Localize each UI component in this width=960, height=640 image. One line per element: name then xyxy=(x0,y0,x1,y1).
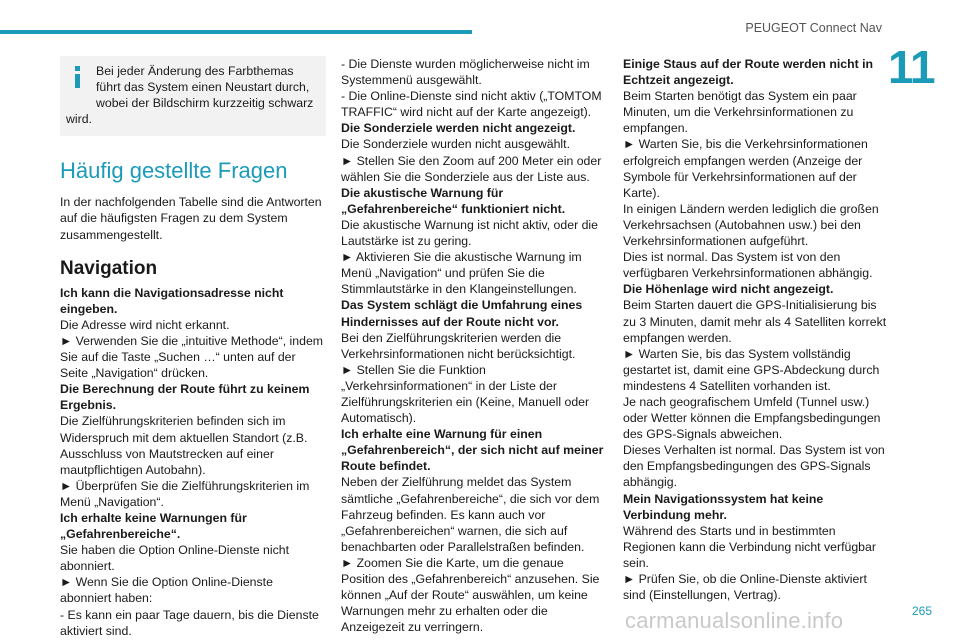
info-box xyxy=(60,56,326,136)
answer: - Die Online-Dienste sind nicht aktiv („TOMTOM TRAFFIC“ wird nicht auf der Karte angezeigt). xyxy=(341,89,602,120)
question: Die Berechnung der Route führt zu keinem Ergebnis. xyxy=(60,382,310,413)
answer: - Die Dienste wurden möglicherweise nicht im Systemmenü ausgewählt. xyxy=(341,57,590,88)
question: Das System schlägt die Umfahrung eines Hindernisses auf der Route nicht vor. xyxy=(341,298,583,329)
question: Die Sonderziele werden nicht angezeigt. xyxy=(341,121,576,136)
answer: Dies ist normal. Das System ist von den verfügbaren Verkehrsinformationen abhängig. xyxy=(623,250,873,281)
info-text: Bei jeder Änderung des Farbthemas führt das System einen Neustart durch, wobei der Bildschirm kurzzeitig schwarz wird. xyxy=(66,64,314,127)
answer: - Es kann ein paar Tage dauern, bis die Dienste aktiviert sind. xyxy=(60,607,319,638)
column-1 xyxy=(60,56,326,639)
answer: In einigen Ländern werden lediglich die großen Verkehrsachsen (Autobahnen usw.) bei den Verkehrsinformationen aufgeführt. xyxy=(623,201,879,249)
question: Die Höhenlage wird nicht angezeigt. xyxy=(623,282,834,297)
page-number: 265 xyxy=(911,604,932,618)
question: Ich erhalte keine Warnungen für „Gefahrenbereiche“. xyxy=(60,510,247,542)
answer: Beim Starten dauert die GPS-Initialisierung bis zu 3 Minuten, damit mehr als 4 Satelliten korrekt empfangen werden. xyxy=(623,298,887,345)
answer: Sie haben die Option Online-Dienste nicht abonniert. xyxy=(60,543,289,574)
answer: Beim Starten benötigt das System ein paar Minuten, um die Verkehrsinformationen zu empfangen. xyxy=(623,89,857,136)
answer: Neben der Zielführung meldet das System sämtliche „Gefahrenbereiche“, die sich vor dem Fahrzeug befinden. Es kann auch vor „Gefahrenbereichen“ warnen, die sich auf benachbarten oder Parallelstraßen befinden. xyxy=(341,475,600,554)
faq-intro: In der nachfolgenden Tabelle sind die Antworten auf die häufigsten Fragen zu dem System zusammengestellt. xyxy=(60,195,322,242)
column-3 xyxy=(623,56,891,603)
answer: Die Adresse wird nicht erkannt. xyxy=(60,317,230,332)
solution: ► Warten Sie, bis die Verkehrsinformationen erfolgreich empfangen werden (Anzeige der Symbole für Verkehrsinformationen auf der Karte). xyxy=(623,137,868,200)
question: Die akustische Warnung für „Gefahrenbereiche“ funktioniert nicht. xyxy=(341,185,566,216)
watermark: carmanualsonline.info xyxy=(625,608,844,633)
solution: ► Überprüfen Sie die Zielführungskriterien im Menü „Navigation“. xyxy=(60,478,310,509)
solution: ► Verwenden Sie die „intuitive Methode“, indem Sie auf die Taste „Suchen …“ unten auf der Seite „Navigation“ drücken. xyxy=(60,333,324,381)
solution: ► Zoomen Sie die Karte, um die genaue Position des „Gefahrenbereich“ anzusehen. Sie können „Auf der Route“ auswählen, um keine Warnungen mehr zu erhalten oder die Anzeigezeit zu verringern. xyxy=(341,555,600,635)
info-icon xyxy=(70,66,84,96)
question: Mein Navigationssystem hat keine Verbindung mehr. xyxy=(623,491,824,522)
answer: Je nach geografischem Umfeld (Tunnel usw.) oder Wetter können die Empfangsbedingungen des GPS-Signals abweichen. xyxy=(623,394,881,442)
answer: Bei den Zielführungskriterien werden die Verkehrsinformationen nicht berücksichtigt. xyxy=(341,330,576,361)
faq-title: Häufig gestellte Fragen xyxy=(60,158,288,184)
solution: ► Aktivieren Sie die akustische Warnung im Menü „Navigation“ und prüfen Sie die Stimmlautstärke in den Klangeinstellungen. xyxy=(341,250,582,297)
solution: ► Warten Sie, bis das System vollständig gestartet ist, damit eine GPS-Abdeckung durch mindestens 4 Satelliten vorhanden ist. xyxy=(623,346,880,393)
answer: Dieses Verhalten ist normal. Das System ist von den Empfangsbedingungen des GPS-Signals abhängig. xyxy=(623,443,885,490)
answer: Die Sonderziele wurden nicht ausgewählt. xyxy=(341,137,570,152)
answer: Während des Starts und in bestimmten Regionen kann die Verbindung nicht verfügbar sein. xyxy=(623,523,876,570)
answer: Die akustische Warnung ist nicht aktiv, oder die Lautstärke ist zu gering. xyxy=(341,217,598,249)
solution: ► Stellen Sie die Funktion „Verkehrsinformationen“ in der Liste der Zielführungskriterien ein (Keine, Manuell oder Automatisch). xyxy=(341,362,590,426)
solution: ► Wenn Sie die Option Online-Dienste abonniert haben: xyxy=(60,575,273,606)
answer: Die Zielführungskriterien befinden sich im Widerspruch mit dem aktuellen Standort (z.B. Ausschluss von Mautstrecken auf einer mautpflichtigen Autobahn). xyxy=(60,414,308,477)
solution: ► Stellen Sie den Zoom auf 200 Meter ein oder wählen Sie die Sonderziele aus der Liste aus. xyxy=(341,153,602,184)
solution: ► Prüfen Sie, ob die Online-Dienste aktiviert sind (Einstellungen, Vertrag). xyxy=(623,572,867,603)
question: Einige Staus auf der Route werden nicht in Echtzeit angezeigt. xyxy=(623,57,874,88)
header-accent-bar xyxy=(0,30,472,34)
chapter-number: 11 xyxy=(888,41,935,93)
column-2 xyxy=(341,56,607,635)
question: Ich kann die Navigationsadresse nicht eingeben. xyxy=(60,285,284,316)
section-title: PEUGEOT Connect Nav xyxy=(745,21,882,35)
question: Ich erhalte eine Warnung für einen „Gefahrenbereich“, der sich nicht auf meiner Route befindet. xyxy=(341,427,604,474)
navigation-heading: Navigation xyxy=(60,257,158,279)
